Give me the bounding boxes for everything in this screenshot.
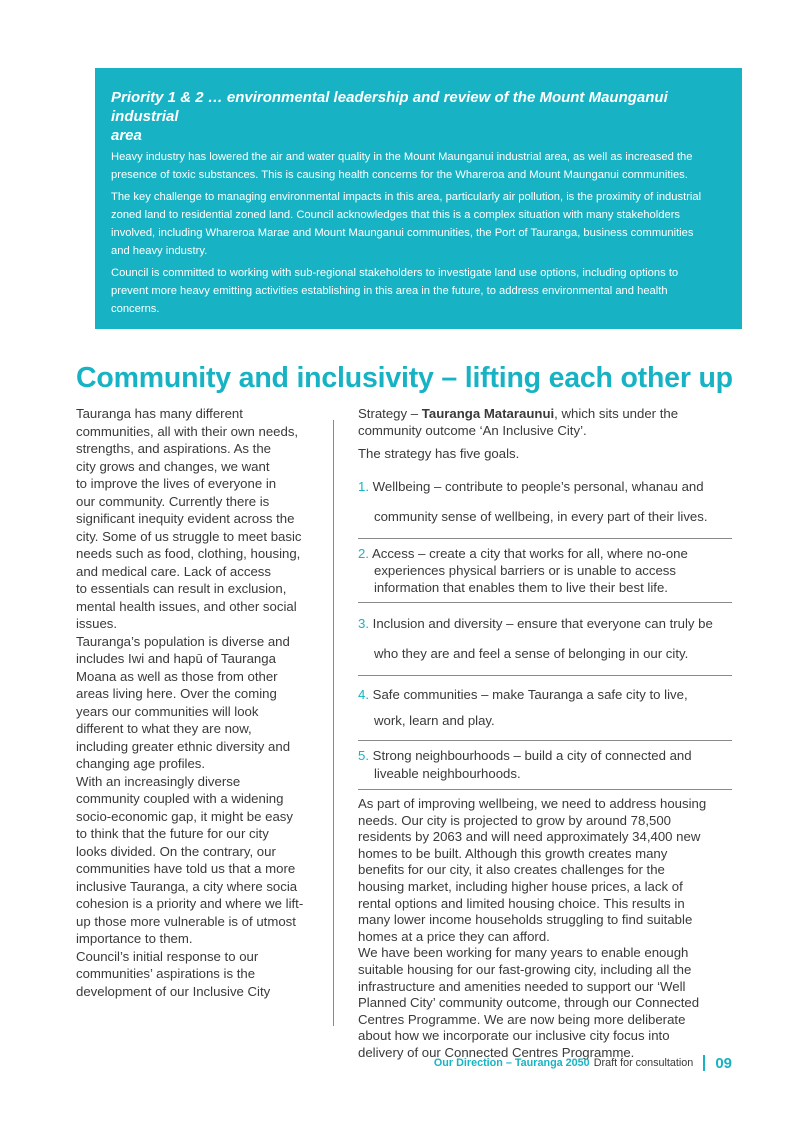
housing-text-line: delivery of our Connected Centres Programme.: [358, 1044, 635, 1060]
section-heading: Community and inclusivity – lifting each other up: [76, 362, 733, 394]
goal-item: [358, 741, 732, 790]
housing-text-line: benefits for our city, it also creates challenges for the: [358, 862, 665, 878]
goal-text-line: information that enables them to live their best life.: [374, 580, 668, 595]
column-divider: [333, 420, 334, 1026]
left-text-line: up those more vulnerable is of utmost: [76, 913, 296, 929]
strategy-intro: Strategy – Tauranga Mataraunui, which sits under the: [358, 406, 679, 421]
left-text-line: includes Iwi and hapū of Tauranga: [76, 651, 276, 666]
goal-item: [358, 676, 732, 741]
housing-text-line: many lower income households struggling to find suitable: [358, 912, 693, 928]
left-text-line: inclusive Tauranga, a city where socia: [76, 878, 298, 894]
left-text-line: different to what they are now,: [76, 721, 252, 736]
housing-text-line: Planned City’ community outcome, through our Connected: [358, 995, 700, 1011]
left-text-line: cohesion is a priority and where we lift-: [76, 896, 304, 911]
strategy-name: Tauranga Mataraunui: [421, 406, 555, 421]
goal-title-line: [358, 747, 732, 765]
goal-title-line: [358, 472, 732, 502]
goal-text-line: who they are and feel a sense of belonging in our city.: [374, 646, 689, 661]
housing-text-line: infrastructure and amenities needed to support our ‘Well: [358, 978, 686, 994]
left-text-line: communities have told us that a more: [76, 861, 296, 876]
left-text-line: communities, all with their own needs,: [76, 423, 299, 439]
housing-text-line: suitable housing for our fast-growing city, including all the: [358, 961, 692, 977]
goal-text-line: work, learn and play.: [374, 713, 495, 728]
footer-separator: [703, 1055, 705, 1071]
footer-brand: Our Direction – Tauranga 2050: [433, 1057, 590, 1069]
housing-text-line: about how we incorporate our inclusive city focus into: [358, 1028, 670, 1044]
goal-title-line: [358, 609, 732, 639]
goals-intro: The strategy has five goals.: [358, 446, 520, 461]
left-text-line: significant inequity evident across the: [76, 511, 295, 526]
left-text-line: our community. Currently there is: [76, 493, 270, 509]
page-number: 09: [715, 1054, 732, 1072]
left-text-line: and medical care. Lack of access: [76, 563, 271, 579]
goal-number: 1.: [358, 479, 369, 494]
housing-text-line: homes to be built. Although this growth creates many: [358, 845, 668, 861]
goal-title-line: [358, 682, 732, 708]
housing-text-line: As part of improving wellbeing, we need to address housing: [358, 796, 707, 811]
goal-item: [358, 603, 732, 676]
goal-title-line: [358, 545, 732, 562]
left-text-line: Tauranga’s population is diverse and: [76, 633, 290, 649]
housing-text-line: needs. Our city is projected to grow by around 78,500: [358, 812, 672, 828]
left-text-line: issues.: [76, 616, 118, 631]
goal-number: 3.: [358, 616, 369, 631]
housing-paragraphs: [358, 796, 732, 1062]
left-text-line: strengths, and aspirations. As the: [76, 441, 271, 456]
goal-item: [358, 539, 732, 603]
goal-item: [358, 466, 732, 539]
strategy-intro-line2: community outcome ‘An Inclusive City’.: [358, 423, 587, 438]
left-text-line: to improve the lives of everyone in: [76, 476, 277, 491]
left-text-line: to think that the future for our city: [76, 826, 269, 841]
left-text-line: city. Some of us struggle to meet basic: [76, 528, 302, 544]
goals-list: [358, 466, 732, 790]
left-text-line: Moana as well as those from other: [76, 668, 278, 684]
goal-text-line: liveable neighbourhoods.: [374, 766, 521, 781]
left-text-line: communities’ aspirations is the: [76, 966, 256, 981]
left-text-line: city grows and changes, we want: [76, 458, 270, 474]
goal-text: Wellbeing – contribute to people’s personal, whanau and: [372, 479, 704, 494]
callout-title: Priority 1 & 2 … environmental leadership and review of the Mount Maunganui industrial area: [111, 89, 668, 144]
housing-text-line: homes at a price they can afford.: [358, 928, 550, 944]
callout-paragraph-2: The key challenge to managing environmental impacts in this area, particularly air pollution, is the proximity of industrial zoned land to residential zoned land. Council acknowledges that this is a complex situation with many stakeholders involved, including Whareroa Marae and Mount Maunganui communities, the Port of Tauranga, business communities and heavy industry.: [111, 191, 702, 257]
left-text-line: Council’s initial response to our: [76, 948, 259, 964]
goal-text: Access – create a city that works for all, where no-one: [371, 546, 688, 561]
left-text-line: looks divided. On the contrary, our: [76, 843, 276, 859]
left-text-line: areas living here. Over the coming: [76, 686, 277, 701]
footer-draft-label: Draft for consultation: [593, 1057, 694, 1069]
callout-paragraph-3: Council is committed to working with sub-regional stakeholders to investigate land use options, including options to prevent more heavy emitting activities establishing in this area in the future, to address environmental and health concerns.: [111, 267, 679, 315]
left-text-line: including greater ethnic diversity and: [76, 738, 291, 754]
housing-text-line: Centres Programme. We are now being more deliberate: [358, 1011, 686, 1027]
goal-number: 5.: [358, 748, 369, 763]
right-column-text: [358, 405, 732, 1062]
left-text-line: With an increasingly diverse: [76, 773, 241, 789]
housing-text-line: We have been working for many years to enable enough: [358, 945, 689, 961]
goal-number: 2.: [358, 546, 369, 561]
left-text-line: years our communities will look: [76, 703, 259, 719]
priority-callout-box: [95, 68, 742, 329]
goal-text-line: community sense of wellbeing, in every part of their lives.: [374, 509, 708, 524]
left-text-line: socio-economic gap, it might be easy: [76, 808, 293, 824]
left-text-line: needs such as food, clothing, housing,: [76, 546, 301, 561]
left-text-line: Tauranga has many different: [76, 406, 243, 421]
housing-text-line: residents by 2063 and will need approximately 34,400 new: [358, 829, 701, 845]
goal-text: Strong neighbourhoods – build a city of connected and: [372, 748, 692, 763]
goal-number: 4.: [358, 687, 369, 702]
left-text-line: mental health issues, and other social: [76, 598, 297, 614]
left-column-text: [76, 405, 312, 1000]
left-text-line: importance to them.: [76, 931, 193, 946]
left-text-line: changing age profiles.: [76, 756, 206, 771]
left-text-line: development of our Inclusive City: [76, 983, 271, 999]
housing-text-line: rental options and limited housing choice. This results in: [358, 895, 685, 911]
housing-text-line: housing market, including higher house prices, a lack of: [358, 878, 683, 894]
left-text-line: to essentials can result in exclusion,: [76, 581, 287, 596]
left-text-line: community coupled with a widening: [76, 791, 284, 806]
goal-text: Inclusion and diversity – ensure that everyone can truly be: [372, 616, 713, 631]
goal-text: Safe communities – make Tauranga a safe city to live,: [372, 687, 688, 702]
page-footer: [380, 1052, 732, 1074]
goal-text-line: experiences physical barriers or is unable to access: [374, 563, 676, 578]
callout-paragraph-1: Heavy industry has lowered the air and water quality in the Mount Maunganui industrial area, as well as increased the presence of toxic substances. This is causing health concerns for the Whareroa and Mount Maunganui communities.: [111, 151, 693, 181]
